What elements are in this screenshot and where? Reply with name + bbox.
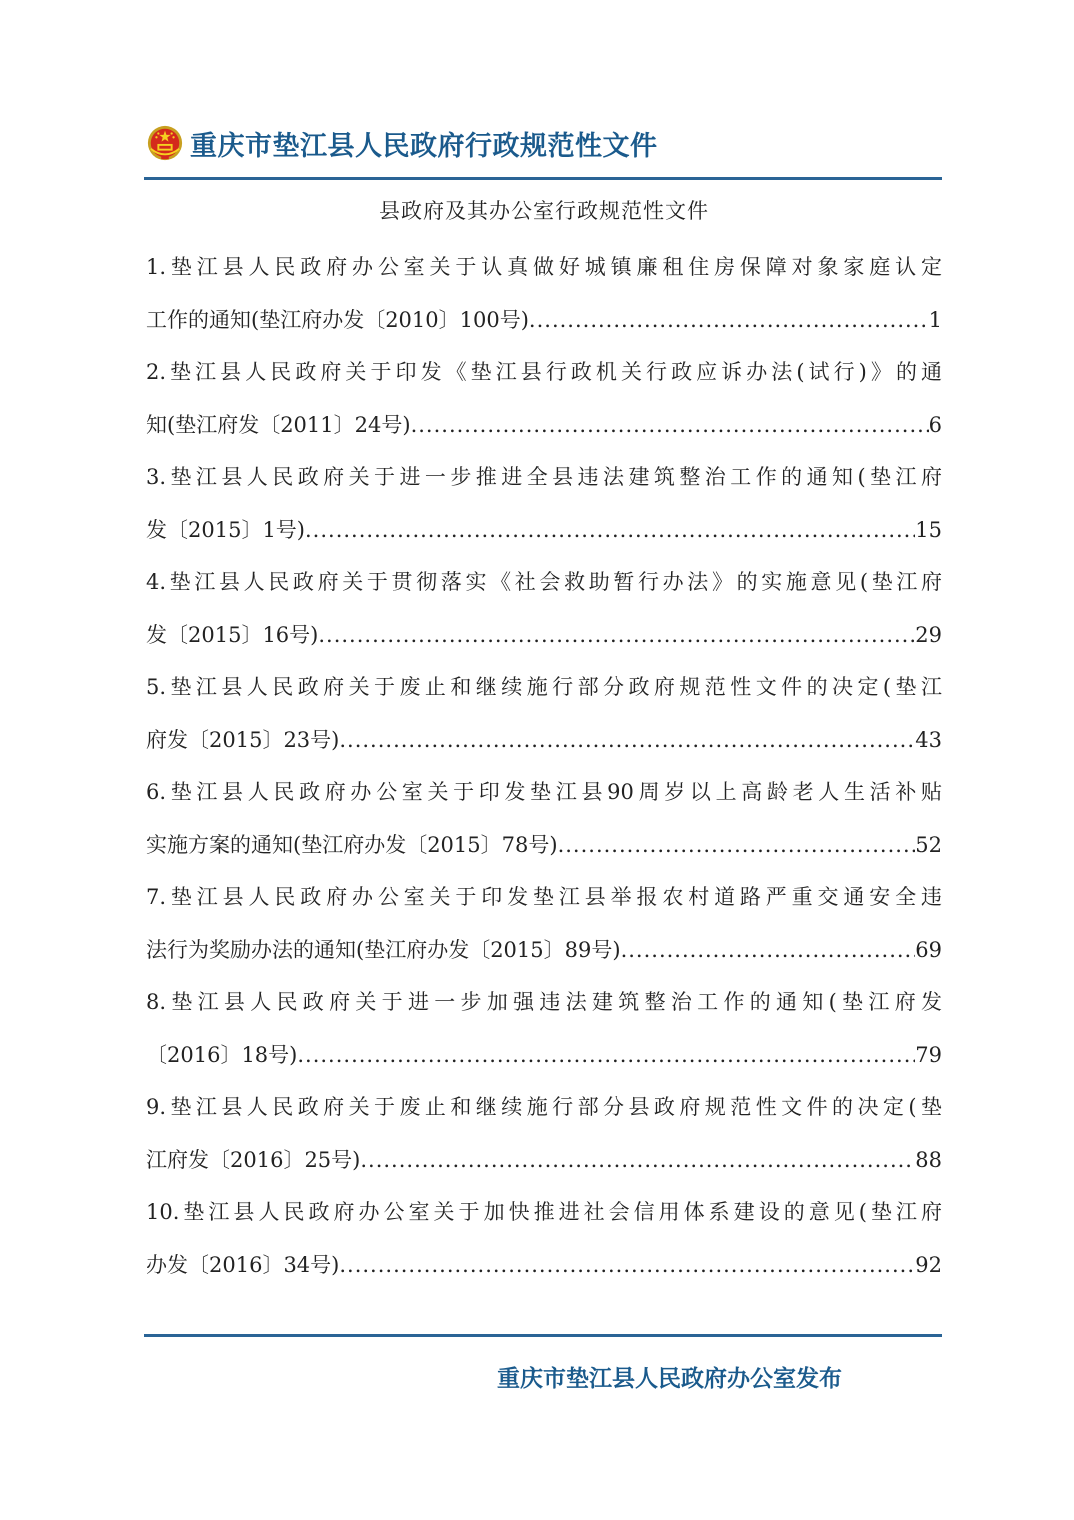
toc-entry-continuation xyxy=(146,714,942,767)
table-of-contents xyxy=(146,241,942,1291)
toc-entry-title: 1.垫江县人民政府办公室关于认真做好城镇廉租住房保障对象家庭认定 xyxy=(146,255,942,279)
toc-entry[interactable] xyxy=(146,766,942,871)
toc-entry-title: 10.垫江县人民政府办公室关于加快推进社会信用体系建设的意见(垫江府 xyxy=(146,1200,942,1224)
publisher-footer: 重庆市垫江县人民政府办公室发布 xyxy=(497,1365,842,1392)
toc-entry-continuation xyxy=(146,609,942,662)
toc-entry-title: 5.垫江县人民政府关于废止和继续施行部分政府规范性文件的决定(垫江 xyxy=(146,675,942,699)
toc-entry-doc-number: 办发〔2016〕34号) xyxy=(146,1252,340,1277)
toc-entry[interactable] xyxy=(146,451,942,556)
toc-entry[interactable] xyxy=(146,976,942,1081)
toc-entry-doc-number: 工作的通知(垫江府办发〔2010〕100号) xyxy=(146,307,529,332)
toc-dot-leader xyxy=(339,714,915,767)
toc-dot-leader xyxy=(558,819,916,872)
toc-entry-title: 3.垫江县人民政府关于进一步推进全县违法建筑整治工作的通知(垫江府 xyxy=(146,465,942,489)
toc-dot-leader xyxy=(305,504,915,557)
toc-entry[interactable] xyxy=(146,661,942,766)
toc-dot-leader xyxy=(411,399,929,452)
toc-entry[interactable] xyxy=(146,1081,942,1186)
toc-entry-title: 6.垫江县人民政府办公室关于印发垫江县90周岁以上高龄老人生活补贴 xyxy=(146,780,942,804)
document-header xyxy=(146,118,942,168)
toc-page-number: 1 xyxy=(928,307,942,332)
toc-page-number: 88 xyxy=(915,1147,942,1172)
toc-page-number: 43 xyxy=(915,727,942,752)
toc-entry-continuation xyxy=(146,819,942,872)
toc-entry-continuation xyxy=(146,1134,942,1187)
toc-entry-title: 7.垫江县人民政府办公室关于印发垫江县举报农村道路严重交通安全违 xyxy=(146,885,942,909)
toc-entry-continuation xyxy=(146,294,942,347)
toc-entry[interactable] xyxy=(146,241,942,346)
toc-page-number: 52 xyxy=(915,832,942,857)
toc-dot-leader xyxy=(360,1134,915,1187)
toc-entry-continuation xyxy=(146,924,942,977)
toc-entry-doc-number: 发〔2015〕1号) xyxy=(146,517,305,542)
toc-page-number: 92 xyxy=(915,1252,942,1277)
toc-entry-doc-number: 江府发〔2016〕25号) xyxy=(146,1147,361,1172)
toc-entry-title: 9.垫江县人民政府关于废止和继续施行部分县政府规范性文件的决定(垫 xyxy=(146,1095,942,1119)
toc-entry[interactable] xyxy=(146,871,942,976)
toc-dot-leader xyxy=(339,1239,915,1292)
toc-entry-title: 2.垫江县人民政府关于印发《垫江县行政机关行政应诉办法(试行)》的通 xyxy=(146,360,942,384)
toc-page-number: 69 xyxy=(915,937,942,962)
toc-entry-title: 8.垫江县人民政府关于进一步加强违法建筑整治工作的通知(垫江府发 xyxy=(146,990,942,1014)
toc-dot-leader xyxy=(621,924,916,977)
toc-entry[interactable] xyxy=(146,1186,942,1291)
toc-entry[interactable] xyxy=(146,556,942,661)
toc-entry-title: 4.垫江县人民政府关于贯彻落实《社会救助暂行办法》的实施意见(垫江府 xyxy=(146,570,942,594)
section-title: 县政府及其办公室行政规范性文件 xyxy=(379,199,709,223)
toc-entry-doc-number: 知(垫江府发〔2011〕24号) xyxy=(146,412,411,437)
national-emblem-icon xyxy=(146,124,184,162)
toc-entry-continuation xyxy=(146,1239,942,1292)
toc-dot-leader xyxy=(297,1029,915,1082)
toc-page-number: 15 xyxy=(915,517,942,542)
toc-entry-doc-number: 发〔2015〕16号) xyxy=(146,622,319,647)
toc-entry-doc-number: 法行为奖励办法的通知(垫江府办发〔2015〕89号) xyxy=(146,937,621,962)
toc-entry[interactable] xyxy=(146,346,942,451)
toc-page-number: 29 xyxy=(915,622,942,647)
toc-dot-leader xyxy=(529,294,929,347)
toc-entry-continuation xyxy=(146,399,942,452)
header-title: 重庆市垫江县人民政府行政规范性文件 xyxy=(190,130,658,162)
toc-page-number: 6 xyxy=(928,412,942,437)
toc-dot-leader xyxy=(318,609,915,662)
toc-entry-continuation xyxy=(146,1029,942,1082)
toc-entry-doc-number: 府发〔2015〕23号) xyxy=(146,727,340,752)
header-divider xyxy=(144,177,942,180)
toc-page-number: 79 xyxy=(915,1042,942,1067)
toc-entry-doc-number: 〔2016〕18号) xyxy=(146,1042,298,1067)
footer-divider xyxy=(144,1334,942,1337)
toc-entry-doc-number: 实施方案的通知(垫江府办发〔2015〕78号) xyxy=(146,832,558,857)
toc-entry-continuation xyxy=(146,504,942,557)
